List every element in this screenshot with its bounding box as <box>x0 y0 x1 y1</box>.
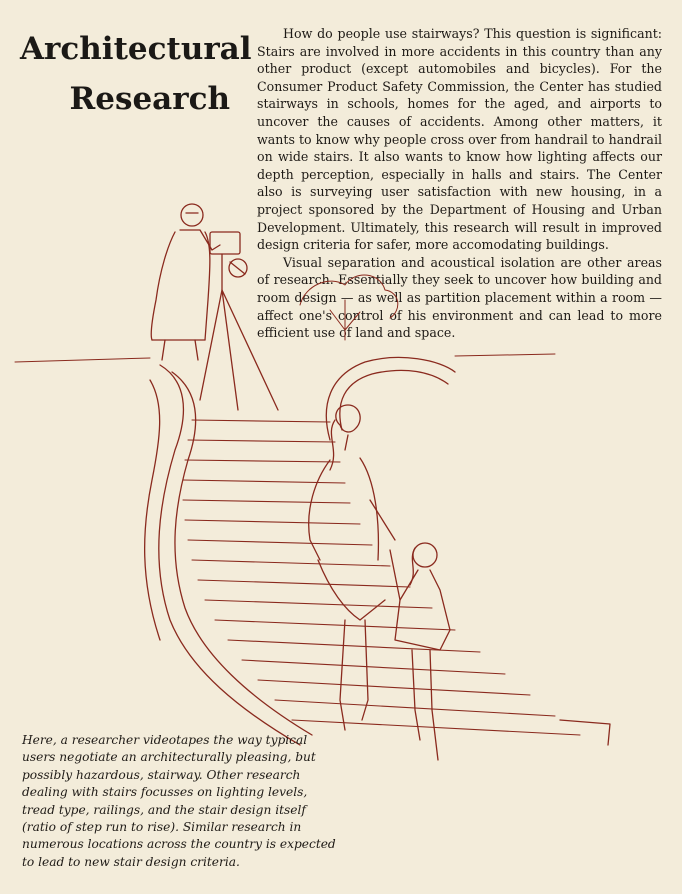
title-line-2: Research <box>69 81 230 117</box>
stairway-illustration <box>0 190 682 790</box>
stair-treads <box>183 420 580 735</box>
figure-caption: Here, a researcher videotapes the way typical users negotiate an architecturally pleasing, but possibly hazardous, stairway. Other research dealing with stairs focusses on lighting levels, tread type, railings, and the stair design itself (ratio of step run to rise). Similar research in numerous locations across the country is expected to lead to new stair design criteria. <box>22 733 336 869</box>
researcher-with-camera <box>151 204 278 410</box>
body-paragraph-2: Visual separation and acoustical isolation are other areas of research. Essentially they seek to uncover how building and room design — as well as partition placement within a room — affect one's control of his environment and can lead to more efficient use of land and space. <box>257 254 662 341</box>
body-paragraph-1: How do people use stairways? This question is significant: Stairs are involved in more accidents in this country than any other product (except automobiles and bicycles). For the Consumer Product Safety Commission, the Center has studied stairways in schools, homes for the aged, and airports to uncover the causes of accidents. Among other matters, it wants to know why people cross over from handrail to handrail on wide stairs. It also wants to know how lighting affects our depth perception, especially in halls and stairs. The Center also is surveying user satisfaction with new housing, in a project sponsored by the Department of Housing and Urban Development. Ultimately, this research will result in improved design criteria for safer, more accomodating buildings. <box>257 26 662 253</box>
left-balustrade <box>145 365 312 745</box>
title-line-1: Architectural <box>20 31 252 67</box>
page-title <box>20 24 252 124</box>
tree-sketch <box>300 275 398 340</box>
right-balustrade <box>326 357 610 745</box>
horizon-lines <box>15 354 555 362</box>
woman-figure <box>309 405 395 730</box>
